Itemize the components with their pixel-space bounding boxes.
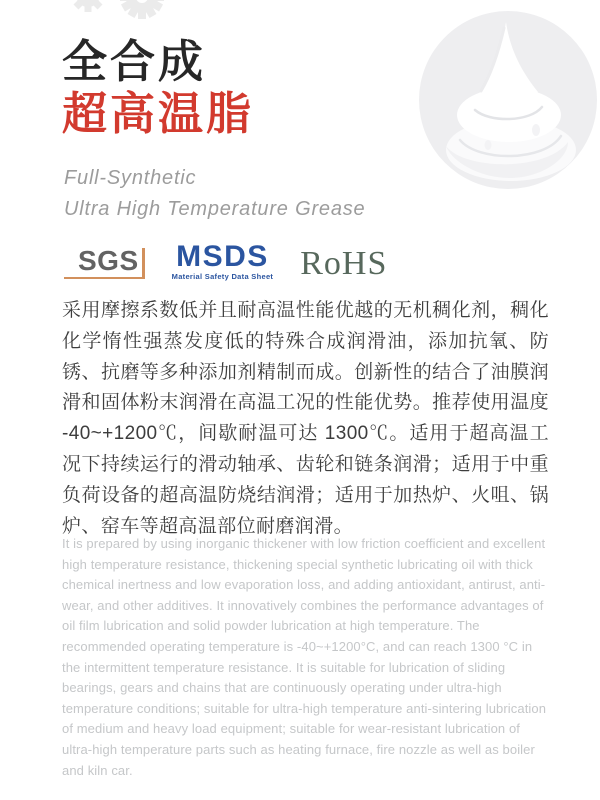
msds-logo-text: MSDS: [176, 240, 269, 273]
sgs-logo: [64, 245, 145, 283]
title-line-2: 超高温脂: [62, 88, 255, 139]
page-title: [62, 36, 254, 140]
title-line-1: 全合成: [62, 36, 207, 87]
subtitle-line-1: Full-Synthetic: [64, 167, 197, 189]
rohs-logo-text: RoHS: [300, 245, 388, 282]
sgs-logo-vertical-line: [142, 248, 145, 279]
grease-product-photo: [418, 10, 598, 190]
rohs-logo: [300, 245, 388, 283]
description-english: It is prepared by using inorganic thickener with low friction coefficient and excellent high temperature resistance, thickening special synthetic lubricating oil with thick chemical inertness and low evaporation loss, and adding antioxidant, antirust, anti-wear, and other additives. It innovatively combines the performance advantages of oil film lubrication and solid powder lubrication at high temperature. The recommended operating temperature is -40~+1200°C, and can reach 1300 °C in the intermittent temperature resistance. It is suitable for lubrication of sliding bearings, gears and chains that are continuously operating under ultra-high temperature conditions; suitable for ultra-high temperature anti-sintering lubrication of medium and heavy load equipment; suitable for wear-resistant lubrication of ultra-high temperature parts such as heating furnace, fire nozzle as well as boiler and kiln car.: [62, 536, 547, 778]
subtitle-line-2: Ultra High Temperature Grease: [64, 198, 366, 220]
certification-logos: [64, 241, 387, 283]
description-chinese: 采用摩擦系数低并且耐高温性能优越的无机稠化剂，稠化化学惰性强蒸发度低的特殊合成润滑油，添加抗氧、防锈、抗磨等多种添加剂精制而成。创新性的结合了油膜润滑和固体粉末润滑在高温工况的性能优势。推荐使用温度 -40~+1200℃，间歇耐温可达 1300℃。适用于超高温工况下持续运行的滑动轴承、齿轮和链条润滑；适用于中重负荷设备的超高温防烧结润滑；适用于加热炉、火咀、锅炉、窑车等超高温部位耐磨润滑。: [62, 300, 549, 537]
page-subtitle: [64, 163, 365, 225]
msds-logo: [171, 240, 274, 283]
sgs-logo-underline: [64, 277, 145, 280]
msds-logo-subtext: Material Safety Data Sheet: [171, 272, 274, 281]
grease-dollop-image: [418, 10, 598, 190]
sgs-logo-text: SGS: [78, 245, 139, 276]
gear-icon: [60, 0, 190, 30]
